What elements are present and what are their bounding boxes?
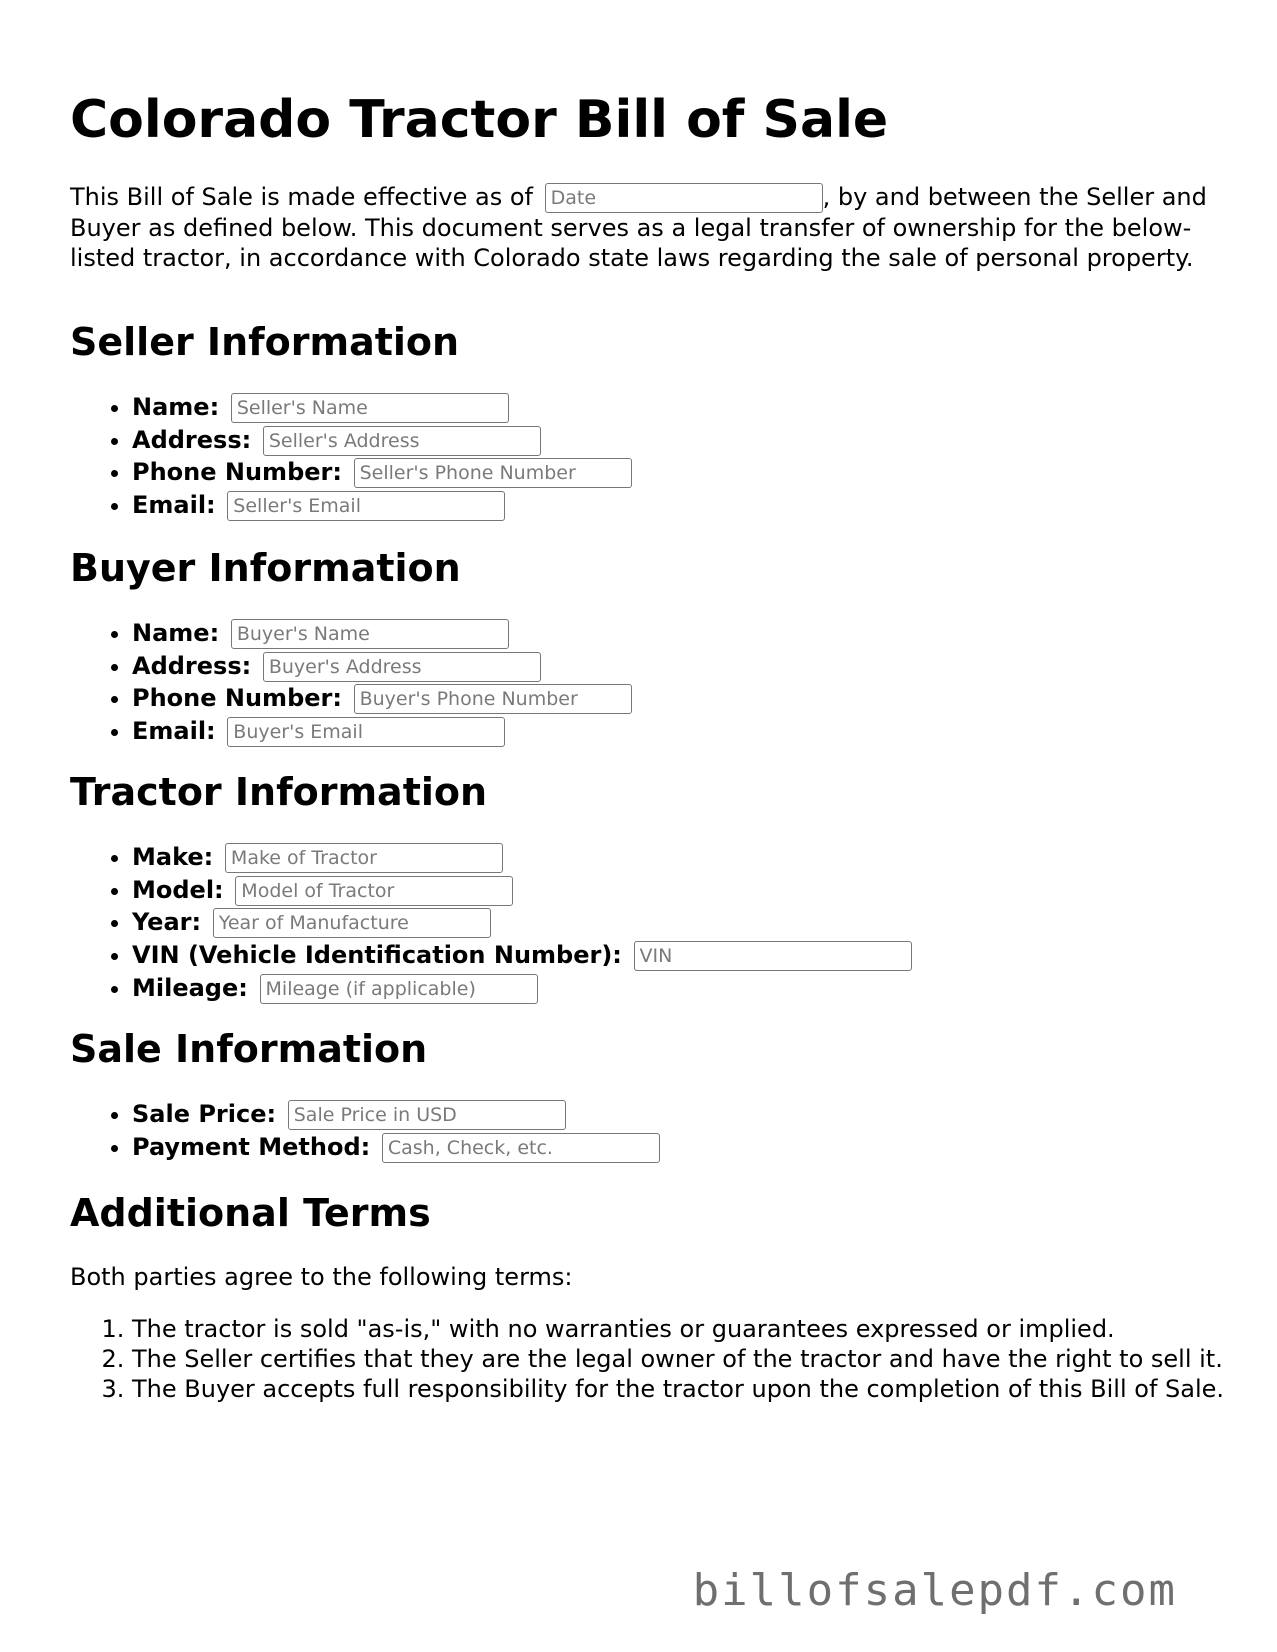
page-title: Colorado Tractor Bill of Sale — [70, 90, 889, 150]
sale-price-item — [132, 1098, 660, 1131]
buyer-address-label: Address: — [132, 651, 252, 680]
seller-address-label: Address: — [132, 425, 252, 454]
buyer-email-item — [132, 715, 632, 748]
intro-text-before: This Bill of Sale is made effective as of — [70, 183, 541, 211]
buyer-fields — [70, 617, 632, 748]
sale-fields — [70, 1098, 660, 1163]
buyer-phone-input[interactable] — [354, 684, 632, 714]
buyer-name-label: Name: — [132, 619, 220, 647]
intro-text-after: , by and between the Seller and Buyer as defined below. This document serves as a legal transfer of ownership for the below-listed tractor, in accordance with Colorado state laws regarding the sale of personal property. — [70, 183, 1207, 272]
buyer-name-input[interactable] — [231, 619, 509, 649]
terms-heading: Additional Terms — [70, 1191, 431, 1235]
tractor-year-label: Year: — [132, 908, 202, 937]
seller-name-item — [132, 391, 632, 424]
seller-heading: Seller Information — [70, 320, 460, 364]
tractor-model-input[interactable] — [235, 876, 513, 906]
terms-intro: Both parties agree to the following terms: — [70, 1263, 573, 1291]
tractor-mileage-label: Mileage: — [132, 973, 248, 1002]
buyer-email-label: Email: — [132, 717, 216, 746]
terms-list — [70, 1314, 1252, 1404]
tractor-model-label: Model: — [132, 875, 224, 904]
tractor-vin-input[interactable] — [634, 941, 912, 971]
buyer-address-item — [132, 650, 632, 683]
tractor-heading: Tractor Information — [70, 770, 488, 814]
tractor-mileage-item — [132, 972, 912, 1005]
seller-name-label: Name: — [132, 393, 220, 421]
seller-email-item — [132, 489, 632, 522]
buyer-name-item — [132, 617, 632, 650]
sale-price-input[interactable] — [288, 1100, 566, 1130]
payment-method-item — [132, 1131, 660, 1164]
tractor-year-input[interactable] — [213, 908, 491, 938]
tractor-make-item — [132, 841, 912, 874]
buyer-phone-label: Phone Number: — [132, 684, 342, 713]
tractor-make-input[interactable] — [225, 843, 503, 873]
buyer-email-input[interactable] — [227, 717, 505, 747]
seller-email-input[interactable] — [227, 491, 505, 521]
tractor-model-item — [132, 874, 912, 907]
payment-method-input[interactable] — [382, 1133, 660, 1163]
buyer-address-input[interactable] — [263, 652, 541, 682]
seller-name-input[interactable] — [231, 393, 509, 423]
buyer-phone-item — [132, 682, 632, 715]
sale-heading: Sale Information — [70, 1027, 428, 1071]
seller-phone-input[interactable] — [354, 458, 632, 488]
tractor-year-item — [132, 906, 912, 939]
intro-paragraph — [70, 182, 1210, 273]
payment-method-label: Payment Method: — [132, 1132, 371, 1161]
seller-address-input[interactable] — [263, 426, 541, 456]
buyer-heading: Buyer Information — [70, 546, 461, 590]
term-item: 1. The tractor is sold "as-is," with no warranties or guarantees expressed or implied. — [132, 1314, 1252, 1344]
seller-phone-label: Phone Number: — [132, 458, 342, 487]
seller-address-item — [132, 424, 632, 457]
sale-price-label: Sale Price: — [132, 1100, 277, 1128]
tractor-mileage-input[interactable] — [260, 974, 538, 1004]
effective-date-input[interactable] — [545, 183, 823, 213]
tractor-vin-label: VIN (Vehicle Identification Number): — [132, 941, 622, 970]
seller-email-label: Email: — [132, 491, 216, 520]
seller-phone-item — [132, 456, 632, 489]
tractor-vin-item — [132, 939, 912, 972]
seller-fields — [70, 391, 632, 522]
tractor-fields — [70, 841, 912, 1005]
term-item: 2. The Seller certifies that they are the legal owner of the tractor and have the right to sell it. — [132, 1344, 1252, 1374]
site-watermark: billofsalepdf.com — [692, 1565, 1177, 1616]
tractor-make-label: Make: — [132, 843, 214, 871]
term-item: 3. The Buyer accepts full responsibility for the tractor upon the completion of this Bill of Sale. — [132, 1374, 1252, 1404]
